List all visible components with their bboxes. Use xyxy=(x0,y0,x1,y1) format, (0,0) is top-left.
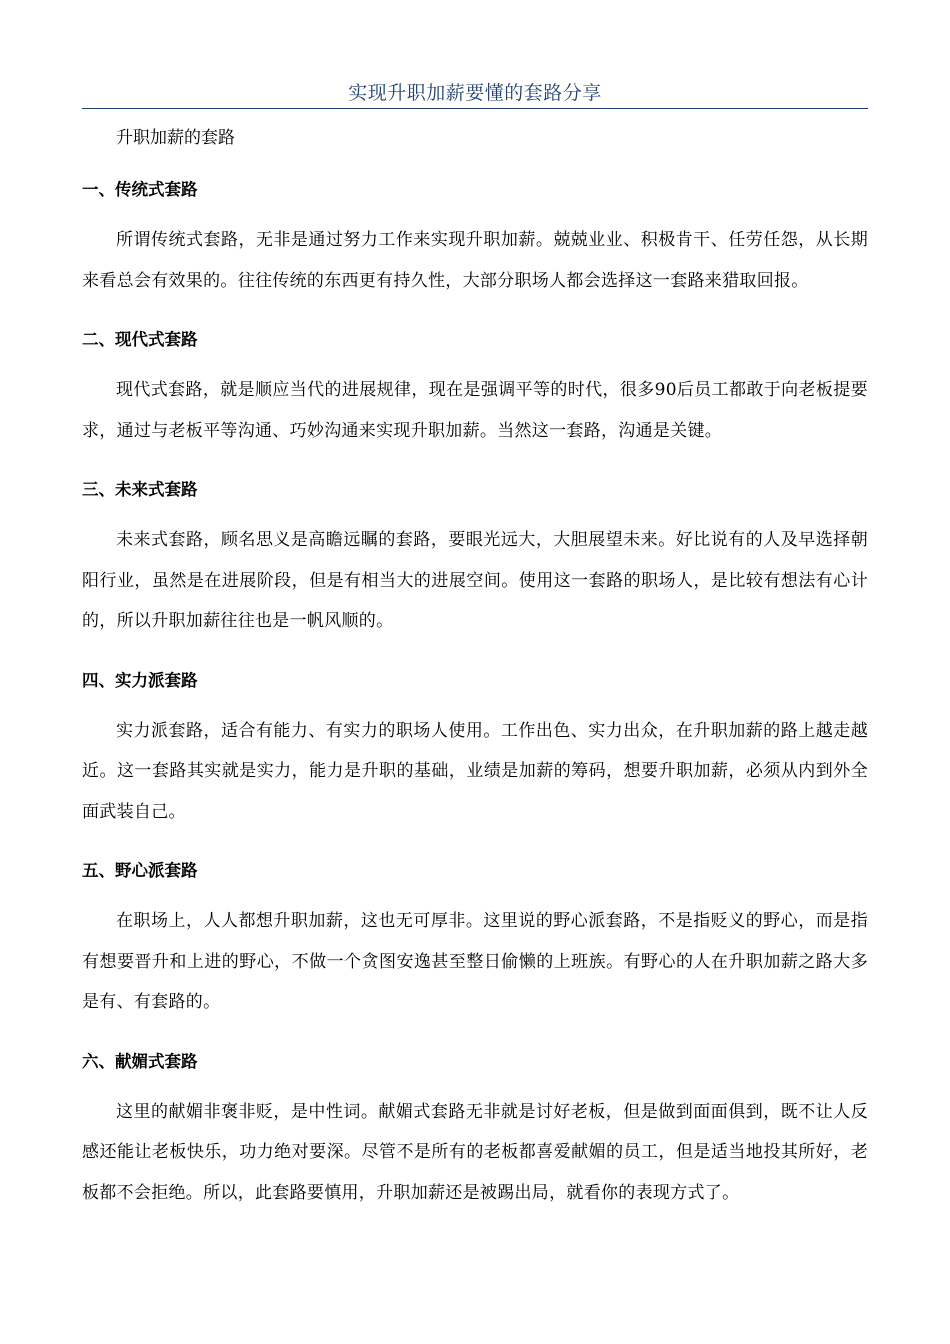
section-paragraph: 现代式套路，就是顺应当代的进展规律，现在是强调平等的时代，很多90后员工都敢于向老板提要求，通过与老板平等沟通、巧妙沟通来实现升职加薪。当然这一套路，沟通是关键。 xyxy=(82,380,868,441)
section-heading: 五、野心派套路 xyxy=(82,861,198,880)
section-heading: 六、献媚式套路 xyxy=(82,1051,198,1071)
section-5 xyxy=(82,858,868,1023)
section-3 xyxy=(82,477,868,642)
section-paragraph: 这里的献媚非褒非贬，是中性词。献媚式套路无非就是讨好老板，但是做到面面俱到，既不让人反感还能让老板快乐，功力绝对要深。尽管不是所有的老板都喜爱献媚的员工，但是适当地投其所好，老板都不会拒绝。所以，此套路要慎用，升职加薪还是被踢出局，就看你的表现方式了。 xyxy=(82,1101,868,1203)
section-6 xyxy=(82,1049,868,1214)
section-heading: 四、实力派套路 xyxy=(82,670,198,690)
section-paragraph: 实力派套路，适合有能力、有实力的职场人使用。工作出色、实力出众，在升职加薪的路上越走越近。这一套路其实就是实力，能力是升职的基础，业绩是加薪的筹码，想要升职加薪，必须从内到外全面武装自己。 xyxy=(82,720,868,822)
section-heading: 三、未来式套路 xyxy=(82,480,198,499)
section-2 xyxy=(82,327,868,451)
section-paragraph: 所谓传统式套路，无非是通过努力工作来实现升职加薪。兢兢业业、积极肯干、任劳任怨，从长期来看总会有效果的。往往传统的东西更有持久性，大部分职场人都会选择这一套路来猎取回报。 xyxy=(82,230,868,291)
section-heading: 二、现代式套路 xyxy=(82,330,198,349)
section-paragraph: 在职场上，人人都想升职加薪，这也无可厚非。这里说的野心派套路，不是指贬义的野心，而是指有想要晋升和上进的野心，不做一个贪图安逸甚至整日偷懒的上班族。有野心的人在升职加薪之路大多是有、有套路的。 xyxy=(82,911,868,1012)
section-1 xyxy=(82,177,868,301)
page-header-title: 实现升职加薪要懂的套路分享 xyxy=(82,78,868,109)
document-page xyxy=(82,78,868,1213)
section-paragraph: 未来式套路，顾名思义是高瞻远瞩的套路，要眼光远大，大胆展望未来。好比说有的人及早选择朝阳行业，虽然是在进展阶段，但是有相当大的进展空间。使用这一套路的职场人，是比较有想法有心计的，所以升职加薪往往也是一帆风顺的。 xyxy=(82,530,868,631)
section-4 xyxy=(82,668,868,833)
section-heading: 一、传统式套路 xyxy=(82,180,198,199)
document-subtitle: 升职加薪的套路 xyxy=(116,128,235,148)
